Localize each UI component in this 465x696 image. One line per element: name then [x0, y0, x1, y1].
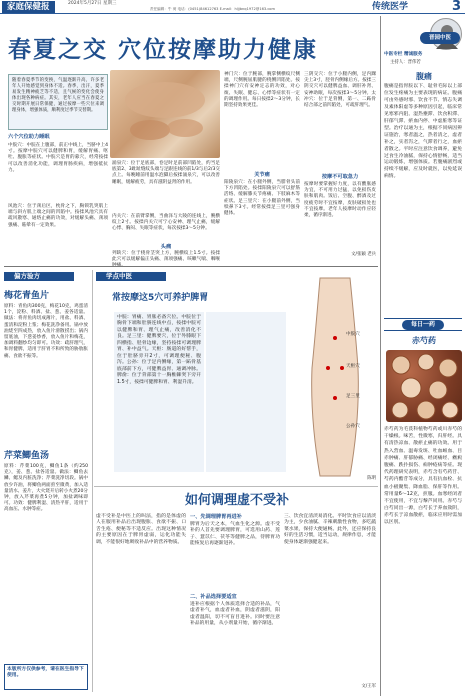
acupoint-figure [290, 278, 376, 476]
school-tag: 学点中医 [96, 272, 166, 281]
herb-slices-illustration [386, 350, 462, 422]
acupoint-label: 中脘穴 [346, 332, 360, 337]
page-number: 3 [451, 0, 461, 14]
recipe2-text: 原料：芹菜100克，鲫鱼1条（约250克），姜、葱、盐各适量。做法：鲫鱼去鳞、鳃及内脏洗净；芹菜洗净切段。锅中放少许油，将鲫鱼两面煎至微黄，加入适量清水、姜片，大火烧开后转小火煮20分钟，放入芹菜再煮5分钟，加盐调味即可。功效：健脾利湿、清热平肝，适用于高血压、水肿等症。 [4, 464, 88, 513]
bottom-text-b: 脾胃为后天之本，气血生化之源。虚不受补的人首先要调理脾胃，可选用山药、莲子、薏苡仁、茯苓等健脾之品，待脾胃功能恢复后再逐渐进补。 [190, 522, 280, 547]
col3-text-b: 阳陵泉穴：在小腿外侧，当腓骨头前下方凹陷处。按揉阳陵泉穴可以舒筋活络、缓解膝关节疼痛、下肢麻木等症状。足三里穴：在小腿前外侧，当犊鼻下3寸。经常按揉足三里可强身健体。 [224, 180, 300, 216]
bottom-byline: 文/王军 [361, 684, 376, 689]
acupoint-label: 足三里 [346, 394, 360, 399]
column-name-badge: 晋园中医 [420, 32, 460, 44]
bottom-divider [94, 486, 378, 487]
recipe1-text: 原料：青鱼肉300克，梅花10克，鸡蛋清1个，淀粉、料酒、盐、葱、姜各适量。做法：将青鱼肉切成薄片，用盐、料酒、蛋清和淀粉上浆；梅花洗净备用。锅中放油烧至四成热，放入鱼片滑散捞出；锅内留底油，下葱姜炒香，放入鱼片和梅花，加调料翻炒均匀即可。功效：疏肝理气，和胃健脾，适用于肝胃不和所致的胁肋胀痛、食欲不振等。 [4, 304, 88, 359]
school-byline: 陈明 [367, 476, 376, 481]
bottom-title: 如何调理虚不受补 [184, 493, 289, 508]
col3-text-a: 神门穴：位于腕部，腕掌侧横纹尺侧端，尺侧腕屈肌腱的桡侧凹陷处。按揉神门穴有安神定志的功效，对心烦、失眠、健忘、心悸等症状有一定的调理作用。每日按揉2～3分钟，长期坚持效果更佳。 [224, 72, 300, 108]
editor-contact: 责任编辑：牛 荷 电话：(0451)84612763 E-mail：hljjbnq1972@163.com [150, 7, 275, 11]
massage-illustration [110, 70, 220, 158]
col2-text-a: 涌泉穴：位于足底部，卷足时足前部凹陷处，约当足底第2、3趾趾缝纹头端与足跟连线的前1/3与后2/3交点上。每晚睡前用温水泡脚后按揉涌泉穴，可以改善睡眠，缓解疲劳，具有滋阴益肾的作用。 [112, 161, 220, 185]
right-column-divider [380, 16, 381, 696]
right-article-title: 腹痛 [416, 72, 432, 81]
col3-subtitle: 关节痛 [254, 172, 270, 178]
right-article-text: 腹痛是指胃脘以下、耻骨毛际以上部位发生疼痛为主要表现的病证。腹痛可由外感时邪、饮食不节、情志失调及素体阳虚等多种原因引起，临床常见寒邪内阻、湿热壅滞、饮食积滞、肝郁气滞、瘀血内停、中虚脏寒等证型。治疗以通为主，根据不同病因辨证施治，寒者温之，热者清之，虚者补之，实者泻之，气滞者行之，血瘀者散之。平时应注意饮食调养，避免过食生冷油腻，保持心情舒畅，适当运动锻炼，增强体质。若腹痛剧烈或持续不缓解，应及时就医，以免延误病情。 [384, 84, 462, 180]
col1-text-a: 中脘穴：中脘在上腹部，前正中线上，当脐中上4寸。按摩中脘穴可以健脾和胃，缓解胃痛、呕吐、腹胀等症状。中脘穴是胃的募穴，经常按揉可以改善消化功能，调理胃肠疾病，增强抵抗力。 [8, 143, 108, 173]
recipes-note: 本版所方仅供参考，请在医生指导下使用。 [4, 664, 88, 690]
col1-text-b: 风池穴：位于颈后区，枕骨之下，胸锁乳突肌上端与斜方肌上端之间的凹陷中。按揉风池穴具有疏风散寒、通络止痛的功效，对缓解头痛、颈项强痛、眩晕有一定效果。 [8, 204, 108, 228]
bottom-text-a: 虚不受补是中医上的叫法，指的是体虚的人在服用补品后出现腹胀、食欲不振、口舌生疮、便秘等不适反应。出现这种情况的主要原因在于脾胃虚弱，运化功能失调，不能很好地吸收补品中的营养物质。 [96, 514, 186, 545]
section-name: 传统医学 [372, 2, 409, 12]
page-header [0, 0, 465, 14]
recipes-tag: 偏方验方 [4, 272, 74, 281]
col4-subtitle: 按摩不可取急力 [321, 174, 359, 180]
col2-text-c: 列缺穴：位于桡骨茎突上方，腕横纹上1.5寸。按揉此穴可以缓解偏正头痛、颈项强痛、咳嗽气喘、咽喉 [112, 251, 220, 263]
bottom-sub1: 一、先调理脾胃再进补 [190, 514, 242, 520]
daily-medicine-label: 每日一药 [402, 320, 444, 330]
col4-text-b: 按摩时要掌握好力度，以有酸胀感为宜，不可用力过猛，以免损伤皮肤和肌肉。饭后、空腹、醉酒及过度疲劳时不宜按摩，皮肤破损处也不宜按摩。老年人按摩时动作应轻柔，循序渐进。 [304, 182, 376, 218]
school-title: 常按摩这5穴可养护脾胃 [112, 293, 209, 303]
acupoint-label: 公孙穴 [346, 424, 360, 429]
column-host: 主持人：晋伟若 [390, 60, 421, 65]
bottom-text-d: 三、饮食宜清淡易消化。平时饮食应以清淡为主，少食油腻、辛辣刺激性食物，多吃蔬菜水果，保持大便通畅。此外，还应保持良好的生活习惯，适当运动，规律作息，才能使身体逐渐强健起来。 [284, 514, 376, 545]
lead-box: 随着春夏季节的变换，气温逐渐升高，许多老年人开始感觉到身体不适。春季，出汗，夏季易发生精神疲乏等不适，且气候的变化会使身体出现各种病症。其实，老年人应当在春夏之交时期开展日常保健，通过按摩一些穴位来调理身体，增强体质，顺利度过季节交替期。 [8, 74, 108, 130]
recipe1-title: 梅花青鱼片 [4, 291, 50, 301]
bottom-sub2: 二、补品选择要适宜 [190, 594, 237, 600]
col2-text-b: 内关穴：在前臂掌侧，当曲泽与大陵的连线上，腕横纹上2寸。按揉内关穴可宁心安神、理气止痛，缓解心悸、胸闷、失眠等症状，每次按揉3～5分钟。 [112, 214, 220, 232]
col4-text-a: 三阴交穴：位于小腿内侧，足内踝尖上3寸，胫骨内侧缘后方。按揉三阴交穴可以健脾益血、调肝补肾、安神助眠，每次按揉3～5分钟。太冲穴：位于足背侧，第一、二跖骨结合部之前凹陷处，可疏肝理气。 [304, 72, 376, 108]
medicine-text: 赤芍药为毛茛科植物芍药或川赤芍的干燥根。味苦，性微寒，归肝经。具有清热凉血、散瘀止痛的功效。用于热入营血、温毒发斑、吐血衄血、目赤肿痛、肝郁胁痛、经闭痛经、癥瘕腹痛、跌扑损伤、痈肿疮疡等症。现代药理研究表明，赤芍含有芍药苷、芍药内酯苷等成分，具有抗血栓、抗血小板聚集、降血脂、保肝等作用。常用量6～12克，煎服。血寒经闭者不宜使用，不宜与藜芦同用。赤芍与白芍同出一源，白芍长于养血敛阴，赤芍长于凉血散瘀，临床应用时需加以区别。 [384, 427, 462, 526]
col2-subtitle: 头痛 [160, 244, 172, 250]
human-body-illustration [290, 278, 376, 476]
daily-medicine-bar [384, 318, 462, 331]
massage-photo [110, 70, 220, 158]
column-motto: 中医专栏 精诚服务 [384, 52, 423, 57]
main-byline: 文/张颖 老兵 [351, 252, 376, 257]
medicine-photo [386, 350, 462, 422]
recipe2-title: 芹菜鲫鱼汤 [4, 451, 50, 461]
column-header [384, 16, 464, 66]
medicine-title: 赤芍药 [412, 336, 436, 345]
school-text-cont [206, 312, 286, 472]
bottom-text-c: 进补应根据个人体质选择合适的补品，气虚者补气，血虚者补血，阴虚者滋阴，阳虚者温阳，切不可盲目进补。同时要注意补品的用量，从小剂量开始，循序渐进。 [190, 602, 280, 627]
school-text: 中脘：胃痛、胃胀必备穴位。中脘位于胸骨下端和肚脐连线中点，按揉中脘可以健脾和胃、理气止痛，改善消化不良。足三里：健脾要穴，位于外膝眼下四横指、胫骨边缘，坚持按揉可调理脾胃、补中益气。天枢：肠道的好帮手，位于肚脐旁开2寸，可调理便秘、腹泻。公孙：位于足内侧缘，第一跖骨基底部前下方，可健脾益胃、通调冲脉。脾俞：位于背部第十一胸椎棘突下旁开1.5寸，按揉可健脾和胃、利湿升清。 [114, 312, 204, 472]
section-divider [4, 266, 378, 267]
recipes-divider [92, 270, 93, 692]
col1-subtitle: 六个穴位助力睡眠 [8, 134, 50, 140]
main-headline: 春夏之交 穴位按摩助力健康 [8, 36, 319, 63]
acupoint-label: 天枢穴 [346, 364, 360, 369]
issue-date: 2024年5月27日 星期三 [68, 1, 117, 6]
newspaper-name-tag: 家庭保健报 [2, 1, 55, 13]
